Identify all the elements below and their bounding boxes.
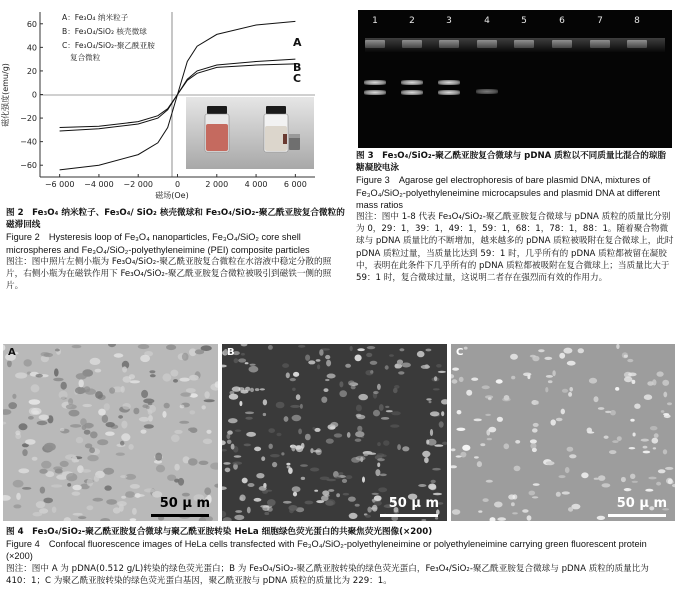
dna-band	[364, 90, 386, 95]
y-tick-label: −60	[20, 161, 37, 171]
curve-label-a: A	[293, 36, 302, 49]
lane-number: 2	[409, 16, 415, 26]
figure2-note: 图注：图中照片左侧小瓶为 Fe₃O₄/SiO₂-聚乙酰亚胺复合微粒在水溶液中稳定分散的照片，右侧小瓶为在磁铁作用下 Fe₃O₄/SiO₂-聚乙酰亚胺复合微粒被吸引到磁铁一侧的照片。	[6, 256, 332, 292]
x-tick-label: −2 000	[123, 180, 154, 189]
vials-photo	[186, 97, 314, 169]
figure4-caption-en: Figure 4 Confocal fluorescence images of HeLa cells transfected with Fe₃O₄/SiO₂-polyethyleneimine or polyethyleneimine carrying green fluorescent protein (×200)	[6, 539, 647, 562]
y-tick-label: 60	[26, 19, 37, 29]
scale-label-b: 50 μ m	[388, 496, 439, 511]
figure3-caption-cn: 图 3 Fe₃O₄/SiO₂-聚乙酰亚胺复合微球与 pDNA 质粒以不同质量比混合的琼脂糖凝胶电泳	[356, 151, 667, 174]
gel-well	[402, 40, 422, 48]
lane-number: 1	[372, 16, 378, 26]
curve-label-c: C	[293, 72, 302, 85]
dna-band	[438, 80, 460, 85]
scale-bar-b	[380, 514, 438, 517]
panel-label-a: A	[8, 347, 16, 358]
gel-well	[552, 40, 572, 48]
micrograph-b	[222, 344, 447, 521]
scale-label-c: 50 μ m	[616, 496, 667, 511]
x-tick-label: 0	[174, 180, 181, 189]
x-tick-label: 6 000	[283, 180, 307, 189]
gel-well	[590, 40, 610, 48]
x-tick-label: 4 000	[244, 180, 268, 189]
x-tick-label: −6 000	[44, 180, 75, 189]
micrograph-a	[3, 344, 218, 521]
figure4-caption	[6, 526, 674, 587]
panel-label-b: B	[227, 347, 235, 358]
cells-a	[3, 344, 218, 521]
curve-label-b: B	[293, 61, 302, 74]
legend-c-line2: 复合微粒	[70, 53, 101, 62]
y-tick-label: 40	[26, 43, 37, 53]
gel-well	[439, 40, 459, 48]
figure3-caption	[356, 150, 674, 284]
figure4-caption-cn: 图 4 Fe₃O₄/SiO₂-聚乙酰亚胺复合微球与聚乙酰亚胺转染 HeLa 细胞绿色荧光蛋白的共聚焦荧光图像(×200)	[6, 527, 433, 537]
y-tick-label: −20	[20, 114, 37, 124]
scale-label-a: 50 μ m	[159, 496, 210, 511]
cells-b	[222, 344, 447, 521]
legend-a: A：Fe₃O₄ 纳米粒子	[62, 13, 129, 22]
figure3-note: 图注：图中 1-8 代表 Fe₃O₄/SiO₂-聚乙酰亚胺复合微球与 pDNA 质粒的质量比分别为 0，29：1，39：1，49：1，59：1，68：1，78：1，88：1。随着聚合物微球与 pDNA 质量比的不断增加，越来越多的 pDNA 质粒被吸附在复合微球上，此时 pDNA 质粒过量，当质量比达到 59：1 时，几乎所有的 pDNA 质粒都被留在凝胶中，表明在此条件下几乎所有的 pDNA 质粒都被吸附在复合微球上；当质量比大于 59：1 时，复合微球过量，这说明二者存在强烈而有效的作用力。	[356, 212, 674, 284]
scale-bar-a	[151, 514, 209, 517]
y-axis-label: 磁化强度(emu/g)	[1, 63, 10, 127]
dna-band	[401, 80, 423, 85]
legend-b: B：Fe₃O₄/SiO₂ 核壳微球	[62, 27, 147, 36]
gel-well	[627, 40, 647, 48]
micrograph-c	[451, 344, 675, 521]
legend-c-line1: C：Fe₃O₄/SiO₂-聚乙酰亚胺	[62, 41, 155, 50]
lane-number: 7	[597, 16, 603, 26]
x-tick-label: 2 000	[205, 180, 229, 189]
lane-number: 6	[559, 16, 565, 26]
cells-c	[451, 344, 675, 521]
lane-number: 5	[521, 16, 527, 26]
hysteresis-chart	[0, 0, 345, 205]
dna-band	[476, 89, 498, 94]
x-tick-label: −4 000	[84, 180, 114, 189]
figure4-note: 图注：图中 A 为 pDNA(0.512 g/L)转染的绿色荧光蛋白；B 为 Fe₃O₄/SiO₂-聚乙酰亚胺转染的绿色荧光蛋白，Fe₃O₄/SiO₂-聚乙酰亚胺复合微球与 pDNA 质粒的质量比为 410：1；C 为聚乙酰亚胺转染的绿色荧光蛋白基因，聚乙酰亚胺与 pDNA 质粒的质量比为 229：1。	[6, 563, 649, 586]
y-tick-label: 0	[31, 90, 37, 100]
y-tick-label: 20	[26, 66, 37, 76]
dna-band	[364, 80, 386, 85]
dna-band	[438, 90, 460, 95]
y-tick-label: −40	[20, 137, 37, 147]
gel-well	[514, 40, 534, 48]
gel-image	[358, 10, 672, 148]
lane-number: 4	[484, 16, 490, 26]
lane-number: 3	[446, 16, 452, 26]
figure3-caption-en: Figure 3 Agarose gel electrophoresis of bare plasmid DNA, mixtures of Fe₃O₄/SiO₂-polyethyleneimine microcapsules and plasmid DNA at different mass ratios	[356, 175, 661, 210]
figure2-caption	[6, 207, 346, 292]
x-axis-label: 磁场(Oe)	[155, 191, 189, 200]
gel-well	[477, 40, 497, 48]
figure2-caption-cn: 图 2 Fe₃O₄ 纳米粒子、Fe₃O₄/ SiO₂ 核壳微球和 Fe₃O₄/SiO₂-聚乙酰亚胺复合微粒的磁滞回线	[6, 208, 345, 231]
lane-number: 8	[634, 16, 640, 26]
dna-band	[401, 90, 423, 95]
scale-bar-c	[608, 514, 666, 517]
panel-label-c: C	[456, 347, 464, 358]
figure2-caption-en: Figure 2 Hysteresis loop of Fe₃O₄ nanoparticles, Fe₃O₄/SiO₂ core shell microspheres and Fe₃O₄/SiO₂-polyethyleneimine (PEI) composite particles	[6, 232, 310, 255]
gel-well	[365, 40, 385, 48]
